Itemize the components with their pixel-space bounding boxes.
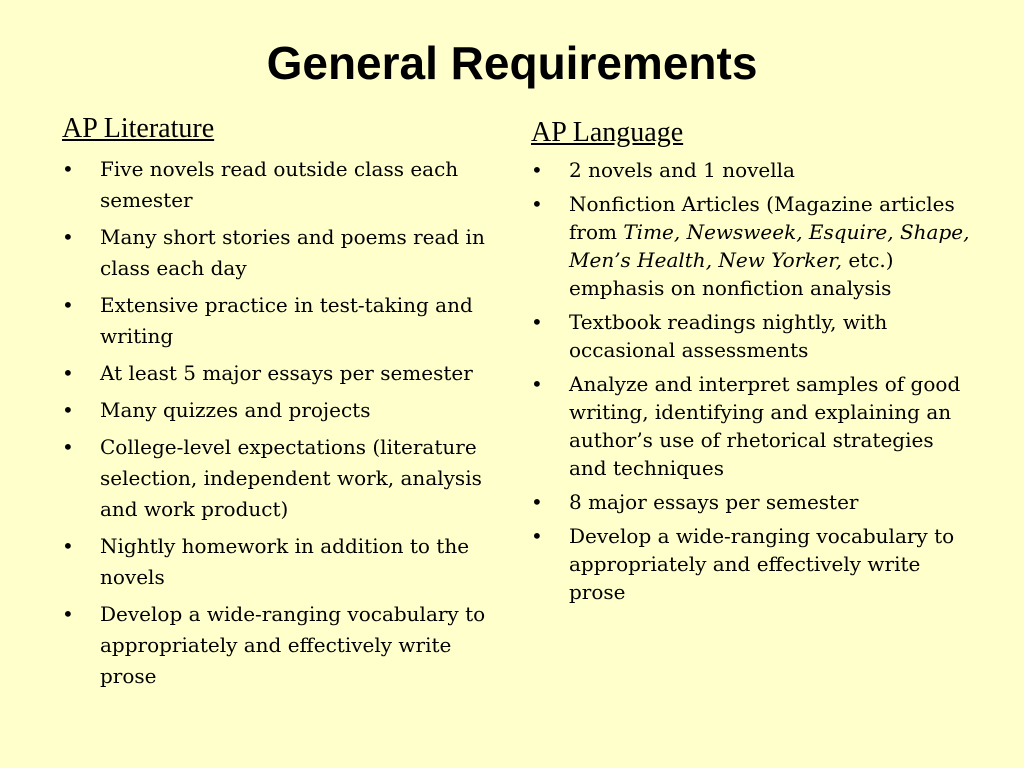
ap-language-list — [531, 156, 971, 606]
list-item-text: At least 5 major essays per semester — [100, 361, 473, 385]
list-item-text: Many short stories and poems read in class each day — [100, 225, 485, 280]
list-item — [531, 488, 971, 516]
magazine-names: Time, Newsweek, Esquire, Shape, Men’s Health, New Yorker, — [569, 220, 970, 272]
bullet-icon: • — [531, 524, 543, 548]
list-item-text: Five novels read outside class each semester — [100, 157, 459, 212]
list-item — [62, 222, 502, 284]
bullet-icon: • — [62, 361, 74, 385]
list-item — [62, 432, 502, 525]
bullet-icon: • — [531, 158, 543, 182]
list-item — [62, 599, 502, 692]
list-item-text: Develop a wide-ranging vocabulary to appropriately and effectively write prose — [569, 524, 955, 604]
ap-language-heading: AP Language — [531, 117, 684, 148]
list-item-text: Extensive practice in test-taking and writing — [100, 293, 473, 348]
ap-language-column — [531, 114, 971, 612]
list-item-text: Develop a wide-ranging vocabulary to appropriately and effectively write prose — [100, 602, 486, 688]
list-item — [531, 156, 971, 184]
list-item — [62, 290, 502, 352]
bullet-icon: • — [62, 293, 74, 317]
list-item — [531, 370, 971, 482]
bullet-icon: • — [531, 192, 543, 216]
bullet-icon: • — [62, 602, 74, 626]
bullet-icon: • — [62, 435, 74, 459]
list-item-text: College-level expectations (literature selection, independent work, analysis and work product) — [100, 435, 482, 521]
bullet-icon: • — [62, 534, 74, 558]
bullet-icon: • — [531, 490, 543, 514]
list-item — [531, 522, 971, 606]
list-item-text: Nightly homework in addition to the novels — [100, 534, 470, 589]
list-item-text: Analyze and interpret samples of good writing, identifying and explaining an author’s use of rhetorical strategies and techniques — [569, 372, 961, 480]
list-item — [62, 154, 502, 216]
list-item-text — [569, 192, 969, 300]
ap-literature-list — [62, 154, 502, 692]
list-item-text: 2 novels and 1 novella — [569, 158, 795, 182]
bullet-icon: • — [62, 225, 74, 249]
list-item-text: Many quizzes and projects — [100, 398, 371, 422]
bullet-icon: • — [531, 372, 543, 396]
list-item-text: 8 major essays per semester — [569, 490, 859, 514]
list-item — [62, 531, 502, 593]
bullet-icon: • — [62, 398, 74, 422]
list-item — [62, 358, 502, 389]
list-item-text-part: etc.) emphasis on nonfiction analysis — [569, 248, 894, 300]
list-item — [531, 190, 971, 302]
bullet-icon: • — [62, 157, 74, 181]
ap-literature-column — [62, 110, 502, 698]
list-item-text-part: Nonfiction Articles (Magazine articles from — [569, 192, 955, 244]
list-item — [62, 395, 502, 426]
ap-literature-heading: AP Literature — [62, 113, 215, 144]
bullet-icon: • — [531, 310, 543, 334]
list-item-text: Textbook readings nightly, with occasional assessments — [569, 310, 888, 362]
slide-title: General Requirements — [266, 37, 758, 89]
list-item — [531, 308, 971, 364]
